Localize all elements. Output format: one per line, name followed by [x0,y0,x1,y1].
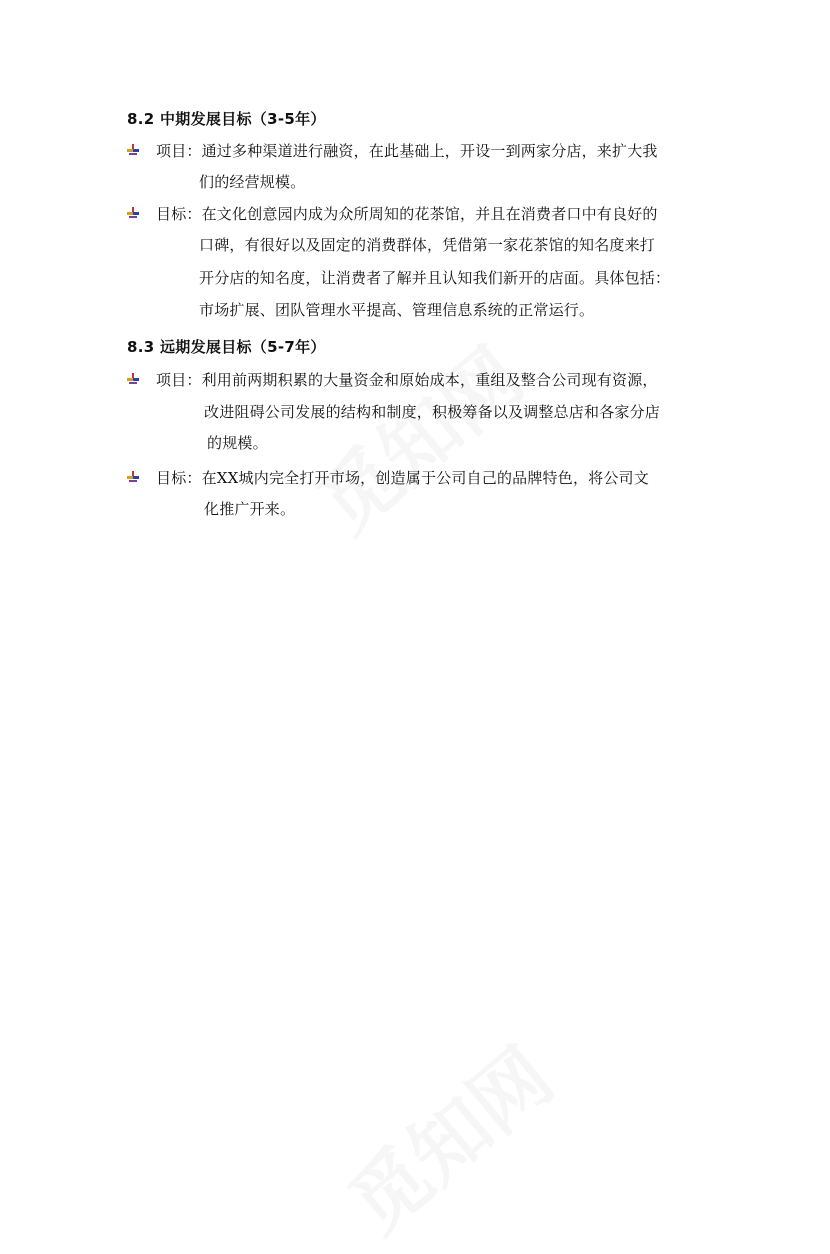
item-line: 化推广开来。 [204,500,296,518]
item-line: 口碑，有很好以及固定的消费群体，凭借第一家花茶馆的知名度来打 [199,236,656,254]
item-line: 开分店的知名度，让消费者了解并且认知我们新开的店面。具体包括： [199,269,671,287]
item-line: 项目：通过多种渠道进行融资，在此基础上，开设一到两家分店，来扩大我 [156,142,658,160]
item-line: 的规模。 [207,434,268,452]
item-line: 目标：在XX城内完全打开市场，创造属于公司自己的品牌特色，将公司文 [156,469,649,487]
bullet-icon [127,144,139,156]
watermark [291,318,542,554]
section-heading-8-2: 8.2 中期发展目标（3-5年） [127,110,326,128]
item-line: 目标：在文化创意园内成为众所周知的花茶馆，并且在消费者口中有良好的 [156,205,658,223]
watermark [321,1018,572,1254]
bullet-icon [127,207,139,219]
item-line: 改进阻碍公司发展的结构和制度，积极筹备以及调整总店和各家分店 [204,403,661,421]
item-line: 市场扩展、团队管理水平提高、管理信息系统的正常运行。 [199,301,595,319]
bullet-icon [127,373,139,385]
item-line: 项目：利用前两期积累的大量资金和原始成本，重组及整合公司现有资源， [156,371,658,389]
bullet-icon [127,471,139,483]
item-line: 们的经营规模。 [199,173,306,191]
section-heading-8-3: 8.3 远期发展目标（5-7年） [127,338,326,356]
